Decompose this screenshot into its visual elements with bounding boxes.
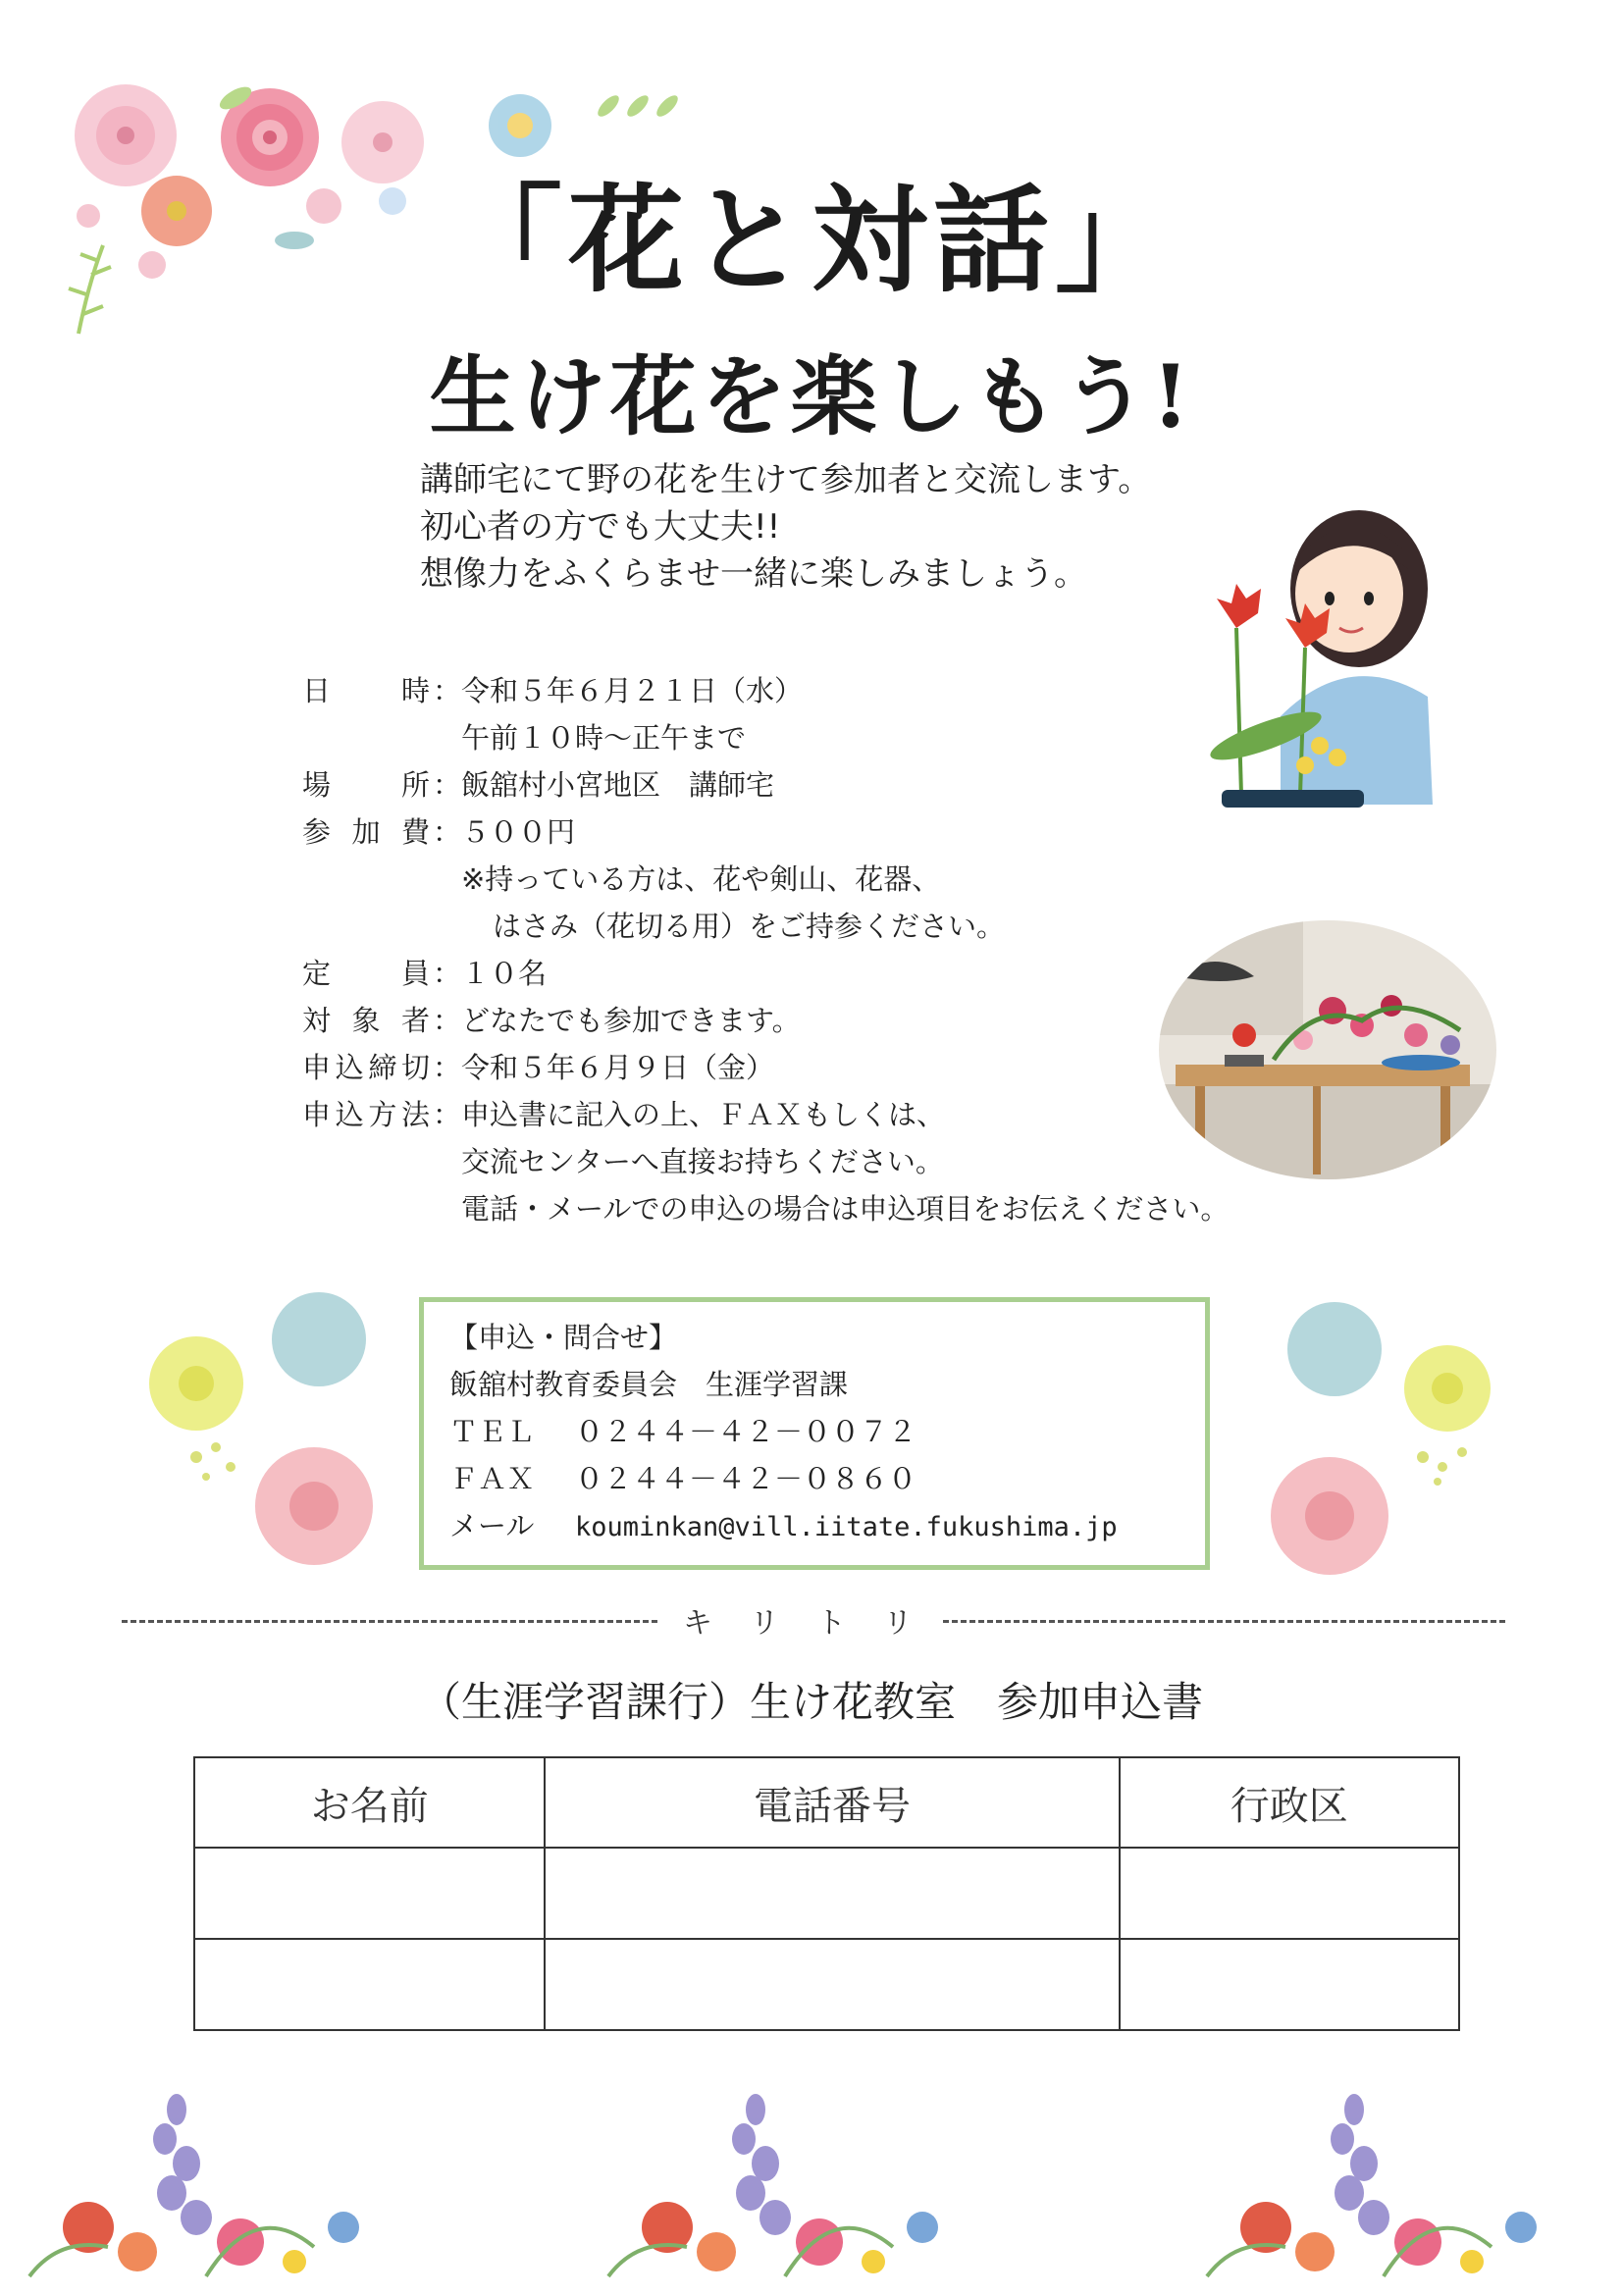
contact-tel: [449, 1410, 916, 1450]
colon: ：: [433, 1051, 462, 1084]
method-value: 申込書に記入の上、ＦＡＸもしくは、: [461, 1098, 946, 1131]
delphinium-icon: [153, 2094, 212, 2235]
yellow-flower-icon: [283, 2250, 306, 2273]
woman-arranging-flowers-illustration: [1182, 481, 1457, 814]
method-label: 申込方法: [302, 1098, 430, 1131]
colon: ：: [433, 768, 462, 802]
table-row: [194, 1848, 1459, 1939]
contact-org: 飯舘村教育委員会 生涯学習課: [449, 1368, 849, 1401]
name-cell[interactable]: [194, 1848, 545, 1939]
place-value: 飯舘村小宮地区 講師宅: [461, 768, 775, 802]
tel-label: ＴＥＬ: [449, 1415, 536, 1448]
target-value: どなたでも参加できます。: [461, 1004, 801, 1037]
colon: ：: [433, 815, 462, 849]
fee-note: はさみ（花切る用）をご持参ください。: [493, 910, 1006, 943]
floral-decoration-right: [1266, 1295, 1511, 1590]
place-label: 場所: [302, 768, 430, 802]
capacity-value: １０名: [461, 957, 548, 990]
form-title: （生涯学習課行）生け花教室 参加申込書: [419, 1678, 1203, 1726]
fax-label: ＦＡＸ: [449, 1462, 536, 1495]
colon: ：: [433, 957, 462, 990]
floral-decoration-left: [137, 1285, 393, 1580]
pink-flower-icon: [217, 2218, 264, 2266]
fee-value: ５００円: [461, 815, 576, 849]
district-cell[interactable]: [1120, 1848, 1459, 1939]
phone-cell[interactable]: [545, 1939, 1119, 2030]
baby-breath-icon: [1417, 1447, 1467, 1486]
colon: ：: [433, 1098, 462, 1131]
intro-line: 講師宅にて野の花を生けて参加者と交流します。: [420, 460, 1152, 499]
blue-cornflower-icon: [328, 2212, 359, 2243]
orange-flower-icon: [118, 2232, 157, 2271]
tel-number: ０２４４－４２－００７２: [575, 1415, 917, 1448]
fee-label: 参加費: [302, 815, 430, 849]
phone-cell[interactable]: [545, 1848, 1119, 1939]
blue-chrysanthemum-icon: [272, 1292, 366, 1386]
name-cell[interactable]: [194, 1939, 545, 2030]
phone-column-header: 電話番号: [545, 1757, 1119, 1848]
blue-chrysanthemum-icon: [1287, 1302, 1382, 1396]
baby-breath-icon: [190, 1442, 236, 1481]
intro-line: 初心者の方でも大丈夫!!: [420, 507, 781, 547]
method-value: 交流センターへ直接お持ちください。: [461, 1145, 944, 1178]
method-value: 電話・メールでの申込の場合は申込項目をお伝えください。: [461, 1192, 1230, 1226]
intro-line: 想像力をふくらませ一緒に楽しみましょう。: [420, 554, 1087, 594]
colon: ：: [433, 674, 462, 707]
cut-line-label: キ リ ト リ: [657, 1598, 942, 1642]
page-title: 「花と対話」: [445, 172, 1177, 308]
mail-address[interactable]: kouminkan@vill.iitate.fukushima.jp: [575, 1512, 1118, 1542]
fax-number: ０２４４－４２－０８６０: [575, 1462, 917, 1495]
table-header-row: [194, 1757, 1459, 1848]
table-row: [194, 1939, 1459, 2030]
contact-heading: 【申込・問合せ】: [449, 1321, 678, 1354]
district-column-header: 行政区: [1120, 1757, 1459, 1848]
contact-mail: [449, 1504, 1118, 1544]
ikebana-photo: [1156, 917, 1499, 1182]
district-cell[interactable]: [1120, 1939, 1459, 2030]
floral-border-bottom: [0, 2051, 1623, 2286]
date-label: 日時: [302, 674, 430, 707]
contact-fax: [449, 1457, 916, 1497]
date-value: 令和５年６月２１日（水）: [461, 674, 804, 707]
deadline-label: 申込締切: [302, 1051, 430, 1084]
deadline-value: 令和５年６月９日（金）: [461, 1051, 775, 1084]
capacity-label: 定員: [302, 957, 430, 990]
time-value: 午前１０時～正午まで: [461, 721, 747, 755]
contact-box: [419, 1297, 1210, 1570]
target-label: 対象者: [302, 1004, 430, 1037]
intro-text: [420, 456, 1151, 598]
page-subtitle: 生け花を楽しもう!: [429, 345, 1194, 447]
mail-label: メール: [449, 1509, 535, 1542]
name-column-header: お名前: [194, 1757, 545, 1848]
colon: ：: [433, 1004, 462, 1037]
fee-note: ※持っている方は、花や剣山、花器、: [461, 862, 941, 896]
application-form-table: [193, 1756, 1460, 2031]
